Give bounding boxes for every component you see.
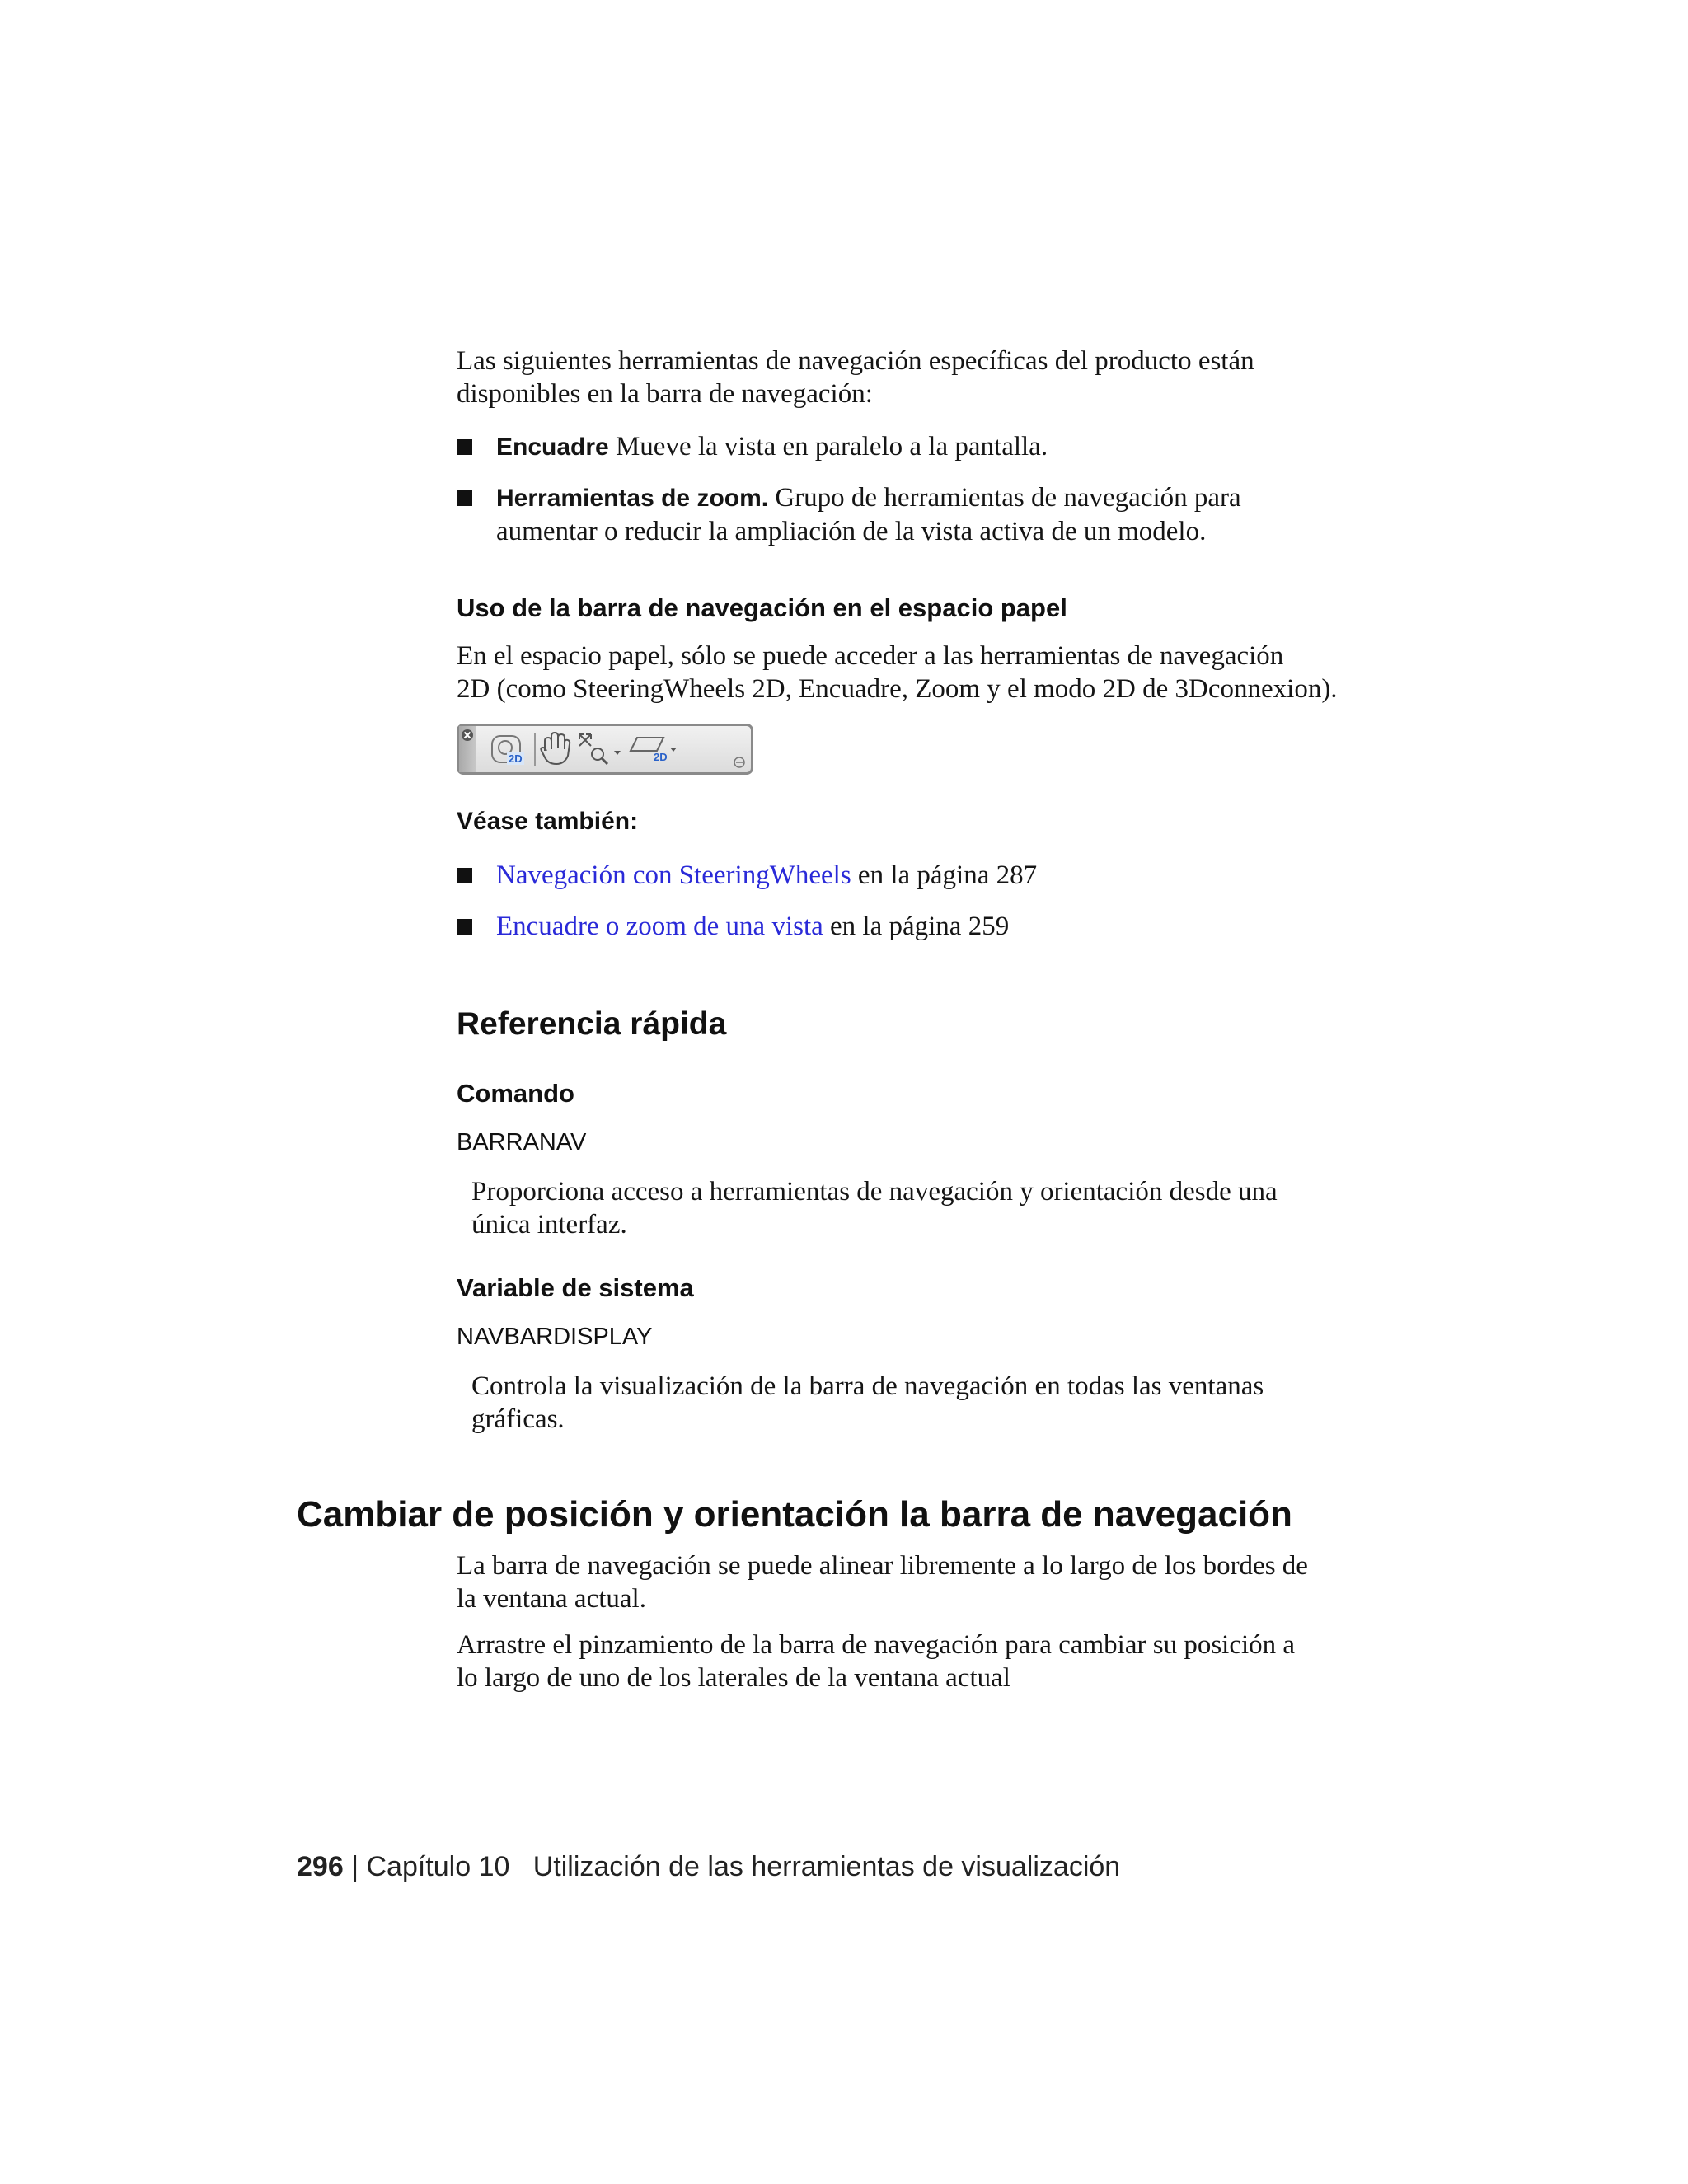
section-paragraph-2-line-2: lo largo de uno de los laterales de la ventana actual bbox=[457, 1663, 1010, 1693]
chevron-down-icon bbox=[670, 748, 677, 752]
command-description bbox=[471, 1175, 1372, 1241]
page-number: 296 bbox=[297, 1851, 344, 1882]
orbit-2d-icon bbox=[631, 738, 663, 751]
steering-wheel-2d-badge: 2D bbox=[509, 752, 523, 765]
footer-separator: | bbox=[351, 1851, 359, 1882]
paper-space-paragraph bbox=[457, 640, 1372, 705]
section-paragraph-1-line-1: La barra de navegación se puede alinear libremente a lo largo de los bordes de bbox=[457, 1551, 1308, 1581]
chevron-down-icon bbox=[614, 751, 621, 755]
paper-space-heading: Uso de la barra de navegación en el espacio papel bbox=[457, 593, 1067, 622]
navbar-icons bbox=[459, 726, 751, 772]
see-also-heading: Véase también: bbox=[457, 808, 639, 835]
command-description-line-1: Proporciona acceso a herramientas de navegación y orientación desde una bbox=[471, 1177, 1278, 1207]
bullet-square-icon bbox=[457, 439, 472, 455]
section-paragraph-2 bbox=[457, 1629, 1372, 1694]
link-navegacion-steeringwheels[interactable]: Navegación con SteeringWheels bbox=[496, 860, 851, 890]
system-variable-name: NAVBARDISPLAY bbox=[457, 1324, 653, 1350]
command-description-line-2: única interfaz. bbox=[471, 1210, 627, 1240]
paper-space-line-1: En el espacio papel, sólo se puede acceder a las herramientas de navegación bbox=[457, 641, 1284, 671]
menu-options-icon bbox=[734, 757, 744, 767]
see-also-item bbox=[496, 859, 1370, 892]
system-variable-description bbox=[471, 1370, 1372, 1436]
zoom-icon bbox=[579, 734, 607, 764]
section-paragraph-1-line-2: la ventana actual. bbox=[457, 1584, 646, 1614]
quick-reference-heading: Referencia rápida bbox=[457, 1006, 727, 1042]
bullet-square-icon bbox=[457, 490, 472, 506]
page-reference: en la página 259 bbox=[823, 912, 1010, 941]
intro-line-2: disponibles en la barra de navegación: bbox=[457, 379, 873, 409]
list-item-encuadre bbox=[496, 430, 1370, 464]
system-variable-heading: Variable de sistema bbox=[457, 1273, 694, 1302]
intro-line-1: Las siguientes herramientas de navegación específicas del producto están bbox=[457, 346, 1254, 376]
command-name: BARRANAV bbox=[457, 1129, 587, 1155]
desc-encuadre: Mueve la vista en paralelo a la pantalla. bbox=[608, 432, 1048, 462]
command-heading: Comando bbox=[457, 1079, 574, 1108]
chapter-title: Utilización de las herramientas de visualización bbox=[532, 1851, 1121, 1882]
list-item-zoom-tools bbox=[496, 481, 1370, 548]
page-footer bbox=[297, 1849, 1451, 1884]
term-encuadre: Encuadre bbox=[496, 434, 609, 461]
see-also-item bbox=[496, 910, 1370, 943]
system-variable-description-line-1: Controla la visualización de la barra de navegación en todas las ventanas bbox=[471, 1371, 1264, 1401]
chapter-label: Capítulo 10 bbox=[366, 1851, 510, 1882]
paper-space-line-2: 2D (como SteeringWheels 2D, Encuadre, Zoom y el modo 2D de 3Dconnexion). bbox=[457, 674, 1338, 704]
navigation-bar-image bbox=[457, 724, 753, 775]
pan-hand-icon bbox=[541, 733, 570, 764]
system-variable-description-line-2: gráficas. bbox=[471, 1404, 565, 1434]
section-paragraph-2-line-1: Arrastre el pinzamiento de la barra de navegación para cambiar su posición a bbox=[457, 1630, 1296, 1660]
close-icon bbox=[462, 729, 473, 741]
desc-zoom-tools: Grupo de herramientas de navegación para bbox=[768, 483, 1241, 513]
section-heading: Cambiar de posición y orientación la barra de navegación bbox=[297, 1494, 1292, 1535]
desc-zoom-tools-line2: aumentar o reducir la ampliación de la vista activa de un modelo. bbox=[496, 517, 1207, 546]
intro-paragraph bbox=[457, 344, 1372, 410]
bullet-square-icon bbox=[457, 919, 472, 935]
bullet-square-icon bbox=[457, 868, 472, 883]
link-encuadre-zoom-vista[interactable]: Encuadre o zoom de una vista bbox=[496, 912, 823, 941]
page-reference: en la página 287 bbox=[851, 860, 1038, 890]
term-zoom-tools: Herramientas de zoom. bbox=[496, 485, 769, 512]
section-paragraph-1 bbox=[457, 1549, 1372, 1615]
orbit-2d-badge: 2D bbox=[654, 751, 668, 763]
